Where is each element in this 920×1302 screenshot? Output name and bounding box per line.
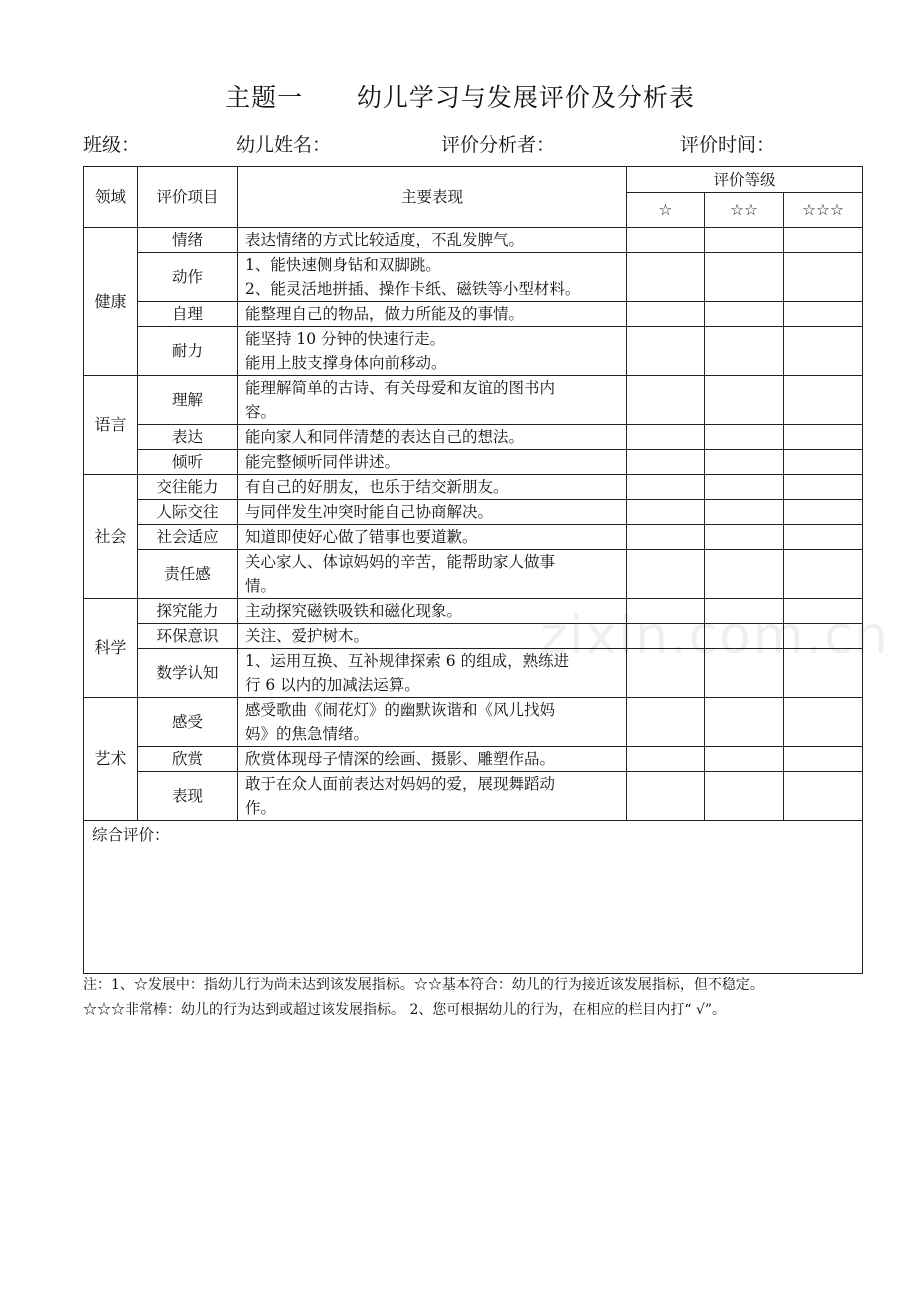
description-line: 感受歌曲《闹花灯》的幽默诙谐和《风儿找妈 xyxy=(245,701,556,719)
description-line: 妈》的焦急情绪。 xyxy=(245,725,370,743)
table-row xyxy=(84,500,863,525)
header-grade-three-star: ☆☆☆ xyxy=(784,193,863,228)
domain-science: 科学 xyxy=(84,599,138,698)
performance-description xyxy=(238,624,627,649)
grade-cell-three-star[interactable] xyxy=(784,228,863,253)
grade-cell-three-star[interactable] xyxy=(784,500,863,525)
grade-cell-one-star[interactable] xyxy=(627,747,705,772)
description-line: 情。 xyxy=(245,577,277,595)
grade-cell-one-star[interactable] xyxy=(627,698,705,747)
grade-cell-one-star[interactable] xyxy=(627,649,705,698)
performance-description xyxy=(238,327,627,376)
grade-cell-three-star[interactable] xyxy=(784,425,863,450)
grade-cell-one-star[interactable] xyxy=(627,228,705,253)
description-line: 2、能灵活地拼插、操作卡纸、磁铁等小型材料。 xyxy=(245,280,581,298)
evaluation-item: 欣赏 xyxy=(138,747,238,772)
grade-cell-three-star[interactable] xyxy=(784,525,863,550)
grade-cell-three-star[interactable] xyxy=(784,649,863,698)
performance-description xyxy=(238,253,627,302)
grade-cell-two-star[interactable] xyxy=(705,500,784,525)
description-line: 关注、爱护树木。 xyxy=(245,627,370,645)
summary-label: 综合评价： xyxy=(92,826,170,844)
performance-description xyxy=(238,302,627,327)
evaluation-item: 表达 xyxy=(138,425,238,450)
performance-description xyxy=(238,425,627,450)
table-row xyxy=(84,302,863,327)
table-row xyxy=(84,228,863,253)
footnote-line-1: 注：1、☆发展中：指幼儿行为尚未达到该发展指标。☆☆基本符合：幼儿的行为接近该发展指标，但不稳定。 xyxy=(83,977,764,993)
grade-cell-three-star[interactable] xyxy=(784,599,863,624)
summary-row xyxy=(84,821,863,974)
domain-language: 语言 xyxy=(84,376,138,475)
table-row xyxy=(84,450,863,475)
grade-cell-two-star[interactable] xyxy=(705,649,784,698)
performance-description xyxy=(238,550,627,599)
evaluation-item: 数学认知 xyxy=(138,649,238,698)
evaluation-item: 倾听 xyxy=(138,450,238,475)
performance-description xyxy=(238,500,627,525)
header-grade-one-star: ☆ xyxy=(627,193,705,228)
table-row xyxy=(84,475,863,500)
footnotes xyxy=(83,973,873,1023)
grade-cell-one-star[interactable] xyxy=(627,425,705,450)
evaluation-table xyxy=(83,166,863,974)
table-row xyxy=(84,649,863,698)
performance-description xyxy=(238,649,627,698)
table-row xyxy=(84,624,863,649)
evaluation-time-label: 评价时间： xyxy=(680,134,776,156)
description-line: 主动探究磁铁吸铁和磁化现象。 xyxy=(245,602,463,620)
footnote-line-2: ☆☆☆非常棒：幼儿的行为达到或超过该发展指标。 2、您可根据幼儿的行为，在相应的栏目内打“ √”。 xyxy=(83,1002,727,1018)
domain-social: 社会 xyxy=(84,475,138,599)
grade-cell-one-star[interactable] xyxy=(627,624,705,649)
class-label: 班级： xyxy=(83,134,141,156)
header-performance: 主要表现 xyxy=(238,167,627,228)
grade-cell-two-star[interactable] xyxy=(705,376,784,425)
grade-cell-three-star[interactable] xyxy=(784,475,863,500)
performance-description xyxy=(238,747,627,772)
grade-cell-one-star[interactable] xyxy=(627,475,705,500)
table-row xyxy=(84,376,863,425)
grade-cell-two-star[interactable] xyxy=(705,550,784,599)
description-line: 作。 xyxy=(245,799,277,817)
summary-evaluation-cell[interactable] xyxy=(84,821,863,974)
performance-description xyxy=(238,450,627,475)
grade-cell-three-star[interactable] xyxy=(784,772,863,821)
grade-cell-two-star[interactable] xyxy=(705,475,784,500)
domain-health: 健康 xyxy=(84,228,138,376)
grade-cell-two-star[interactable] xyxy=(705,525,784,550)
watermark: zixin.com.cn xyxy=(540,606,890,666)
grade-cell-two-star[interactable] xyxy=(705,698,784,747)
description-line: 敢于在众人面前表达对妈妈的爱，展现舞蹈动 xyxy=(245,775,556,793)
grade-cell-one-star[interactable] xyxy=(627,550,705,599)
grade-cell-three-star[interactable] xyxy=(784,302,863,327)
evaluator-label: 评价分析者： xyxy=(441,134,556,156)
evaluation-item: 人际交往 xyxy=(138,500,238,525)
table-row xyxy=(84,525,863,550)
description-line: 1、能快速侧身钻和双脚跳。 xyxy=(245,256,441,274)
evaluation-item: 责任感 xyxy=(138,550,238,599)
grade-cell-three-star[interactable] xyxy=(784,327,863,376)
description-line: 1、运用互换、互补规律探索 6 的组成，熟练进 xyxy=(245,652,570,670)
table-row xyxy=(84,550,863,599)
performance-description xyxy=(238,376,627,425)
description-line: 有自己的好朋友，也乐于结交新朋友。 xyxy=(245,478,509,496)
evaluation-item: 感受 xyxy=(138,698,238,747)
evaluation-item: 耐力 xyxy=(138,327,238,376)
description-line: 能用上肢支撑身体向前移动。 xyxy=(245,354,447,372)
header-domain: 领域 xyxy=(84,167,138,228)
table-row xyxy=(84,747,863,772)
evaluation-item: 社会适应 xyxy=(138,525,238,550)
performance-description xyxy=(238,475,627,500)
table-row xyxy=(84,425,863,450)
child-name-label: 幼儿姓名： xyxy=(236,134,332,156)
evaluation-item: 环保意识 xyxy=(138,624,238,649)
description-line: 与同伴发生冲突时能自己协商解决。 xyxy=(245,503,494,521)
table-row xyxy=(84,698,863,747)
grade-cell-three-star[interactable] xyxy=(784,450,863,475)
header-grade-two-star: ☆☆ xyxy=(705,193,784,228)
grade-cell-one-star[interactable] xyxy=(627,772,705,821)
grade-cell-one-star[interactable] xyxy=(627,450,705,475)
description-line: 行 6 以内的加减法运算。 xyxy=(245,676,420,694)
grade-cell-two-star[interactable] xyxy=(705,327,784,376)
evaluation-item: 表现 xyxy=(138,772,238,821)
table-row xyxy=(84,599,863,624)
evaluation-item: 理解 xyxy=(138,376,238,425)
evaluation-item: 探究能力 xyxy=(138,599,238,624)
grade-cell-three-star[interactable] xyxy=(784,624,863,649)
table-row xyxy=(84,327,863,376)
grade-cell-two-star[interactable] xyxy=(705,450,784,475)
description-line: 关心家人、体谅妈妈的辛苦，能帮助家人做事 xyxy=(245,553,556,571)
description-line: 能坚持 10 分钟的快速行走。 xyxy=(245,330,446,348)
table-row xyxy=(84,772,863,821)
performance-description xyxy=(238,525,627,550)
evaluation-item: 情绪 xyxy=(138,228,238,253)
description-line: 知道即使好心做了错事也要道歉。 xyxy=(245,528,478,546)
description-line: 能向家人和同伴清楚的表达自己的想法。 xyxy=(245,428,525,446)
header-item: 评价项目 xyxy=(138,167,238,228)
grade-cell-three-star[interactable] xyxy=(784,253,863,302)
performance-description xyxy=(238,698,627,747)
grade-cell-one-star[interactable] xyxy=(627,327,705,376)
grade-cell-three-star[interactable] xyxy=(784,698,863,747)
grade-cell-one-star[interactable] xyxy=(627,525,705,550)
description-line: 容。 xyxy=(245,403,277,421)
grade-cell-one-star[interactable] xyxy=(627,253,705,302)
page-title: 主题一 幼儿学习与发展评价及分析表 xyxy=(225,83,695,112)
header-grade: 评价等级 xyxy=(627,167,863,193)
performance-description xyxy=(238,599,627,624)
grade-cell-two-star[interactable] xyxy=(705,425,784,450)
grade-cell-two-star[interactable] xyxy=(705,302,784,327)
grade-cell-one-star[interactable] xyxy=(627,500,705,525)
grade-cell-two-star[interactable] xyxy=(705,228,784,253)
grade-cell-one-star[interactable] xyxy=(627,376,705,425)
grade-cell-two-star[interactable] xyxy=(705,599,784,624)
description-line: 表达情绪的方式比较适度，不乱发脾气。 xyxy=(245,231,525,249)
grade-cell-two-star[interactable] xyxy=(705,253,784,302)
description-line: 能整理自己的物品，做力所能及的事情。 xyxy=(245,305,525,323)
grade-cell-three-star[interactable] xyxy=(784,747,863,772)
domain-art: 艺术 xyxy=(84,698,138,821)
table-row xyxy=(84,253,863,302)
evaluation-item: 自理 xyxy=(138,302,238,327)
evaluation-item: 交往能力 xyxy=(138,475,238,500)
description-line: 欣赏体现母子情深的绘画、摄影、雕塑作品。 xyxy=(245,750,556,768)
grade-cell-two-star[interactable] xyxy=(705,624,784,649)
performance-description xyxy=(238,228,627,253)
description-line: 能完整倾听同伴讲述。 xyxy=(245,453,401,471)
grade-cell-two-star[interactable] xyxy=(705,772,784,821)
description-line: 能理解简单的古诗、有关母爱和友谊的图书内 xyxy=(245,379,556,397)
grade-cell-one-star[interactable] xyxy=(627,302,705,327)
performance-description xyxy=(238,772,627,821)
grade-cell-one-star[interactable] xyxy=(627,599,705,624)
grade-cell-two-star[interactable] xyxy=(705,747,784,772)
grade-cell-three-star[interactable] xyxy=(784,376,863,425)
grade-cell-three-star[interactable] xyxy=(784,550,863,599)
evaluation-item: 动作 xyxy=(138,253,238,302)
